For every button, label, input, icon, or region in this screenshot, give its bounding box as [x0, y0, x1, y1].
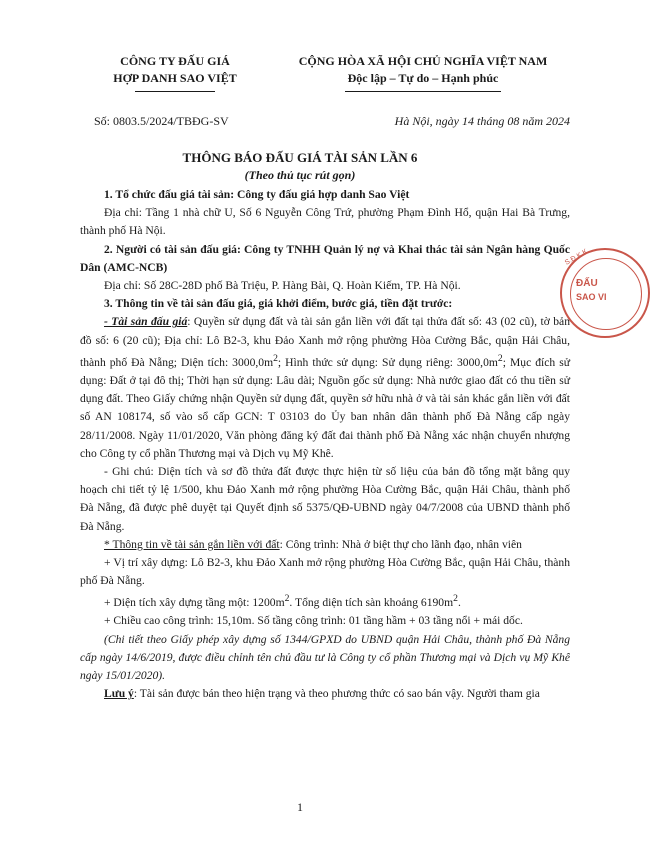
caution-label: Lưu ý [104, 687, 134, 701]
stamp-text-line1: ĐẤU [576, 278, 598, 289]
stamp-text-line2: SAO VI [576, 292, 607, 302]
document-date: Hà Nội, ngày 14 tháng 08 năm 2024 [394, 114, 570, 128]
section-1-heading: 1. Tổ chức đấu giá tài sản: Công ty đấu giá hợp danh Sao Việt [104, 188, 410, 201]
area-text-b: . Tổng diện tích sàn khoảng 6190m [289, 596, 454, 610]
area-text-c: . [457, 596, 461, 610]
company-name-line2: HỢP DANH SAO VIỆT [113, 71, 237, 85]
attached-asset-text: : Công trình: Nhà ở biệt thự cho lãnh đạo, nhân viên [279, 537, 522, 551]
permit-note: (Chi tiết theo Giấy phép xây dựng số 1344/GPXD do UBND quận Hải Châu, thành phố Đà Nẵng cấp ngày 14/6/2019, được điều chỉnh tên chủ đầu tư là Công ty cổ phần Thương mại và Dịch vụ Mỹ Khê ngày 15/01/2020). [80, 632, 570, 682]
superscript-2: 2 [284, 593, 290, 605]
caution-text: : Tài sản được bán theo hiện trạng và theo phương thức có sao bán vậy. Người tham gia [133, 687, 540, 701]
stamp-arc-text: S.Đ.K.K [563, 248, 589, 267]
attached-asset-paragraph [80, 536, 570, 554]
national-title: CỘNG HÒA XÃ HỘI CHỦ NGHĨA VIỆT NAM [298, 54, 548, 68]
asset-text-c: ; Mục đích sử dụng: Đất ở tại đô thị; Thời hạn sử dụng: Lâu dài; Nguồn gốc sử dụng: Nhà nước giao đất có thu tiền sử dụng đất. Theo Giấy chứng nhận Quyền sử dụng đất, quyền sở hữu nhà ở và tài sản khác gắn liền với đất số AN 108174, số vào sổ cấp GCN: T 03103 do Ủy ban nhân dân thành phố Đà Nẵng cấp ngày 28/11/2008. Ngày 11/01/2020, Văn phòng đăng ký đất đai thành phố Đà Nẵng xác nhận chuyển nhượng cho Công ty cổ phần Thương mại và Dịch vụ Mỹ Khê. [80, 355, 570, 460]
national-motto: Độc lập – Tự do – Hạnh phúc [347, 71, 499, 85]
section-3-heading: 3. Thông tin về tài sản đấu giá, giá khởi điểm, bước giá, tiền đặt trước: [104, 297, 453, 311]
attached-asset-label: * Thông tin về tài sản gắn liền với đất [104, 537, 280, 551]
motto-underline [345, 91, 501, 92]
superscript-2: 2 [453, 593, 458, 605]
height-item: + Chiều cao công trình: 15,10m. Số tầng công trình: 01 tầng hầm + 03 tầng nổi + mái dốc. [104, 614, 523, 628]
section-2-address: Địa chỉ: Số 28C-28D phố Bà Triệu, P. Hàng Bài, Q. Hoàn Kiếm, TP. Hà Nội. [104, 279, 461, 293]
asset-paragraph [80, 313, 570, 462]
document-number: Số: 0803.5/2024/TBĐG-SV [94, 114, 229, 128]
area-text-a: + Diện tích xây dựng tầng một: 1200m [104, 596, 285, 610]
superscript-2: 2 [497, 352, 503, 364]
asset-label: - Tài sản đấu giá [104, 315, 188, 329]
note-paragraph: - Ghi chú: Diện tích và sơ đồ thửa đất được thực hiện từ số liệu của bản đồ tổng mặt bằng quy hoạch chi tiết tỷ lệ 1/500, khu Đảo Xanh mở rộng phường Hòa Cường Bắc, quận Hải Châu, thành phố Đà Nẵng, đã được phê duyệt tại Quyết định số 5375/QĐ-UBND ngày 04/7/2008 của UBND thành phố Đà Nẵng. [80, 464, 570, 533]
document-subtitle: (Theo thủ tục rút gọn) [244, 168, 356, 182]
asset-text-a: : Quyền sử dụng đất và tài sản gắn liền với đất tại thửa đất số: 43 (02 cũ), tờ bản đồ số: 6 (20 cũ); Địa chỉ: Lô B2-3, khu Đảo Xanh mở rộng phường Hòa Cường Bắc, quận Hải Châu, thành phố Đà Nẵng; Diện tích: 3000,0m [80, 315, 570, 369]
asset-text-b: ; Hình thức sử dụng: Sử dụng riêng: 3000,0m [277, 355, 498, 369]
document-title: THÔNG BÁO ĐẤU GIÁ TÀI SẢN LẦN 6 [182, 150, 418, 165]
caution-paragraph [80, 685, 570, 703]
company-underline [135, 91, 215, 92]
superscript-2: 2 [273, 352, 278, 364]
company-name-line1: CÔNG TY ĐẤU GIÁ [120, 54, 230, 68]
national-header [268, 53, 578, 87]
area-item [80, 590, 570, 612]
company-header [90, 53, 260, 87]
page-number: 1 [297, 800, 303, 814]
red-seal-stamp [560, 248, 650, 338]
section-2-heading: 2. Người có tài sản đấu giá: Công ty TNHH Quản lý nợ và Khai thác tài sản Ngân hàng Quốc Dân (AMC-NCB) [80, 242, 570, 274]
document-body [80, 186, 570, 703]
position-item: + Vị trí xây dựng: Lô B2-3, khu Đảo Xanh mở rộng phường Hòa Cường Bắc, quận Hải Châu, thành phố Đà Nẵng. [80, 555, 570, 588]
section-1-address: Địa chỉ: Tầng 1 nhà chữ U, Số 6 Nguyễn Công Trứ, phường Phạm Đình Hổ, quận Hai Bà Trưng, thành phố Hà Nội. [80, 206, 570, 238]
